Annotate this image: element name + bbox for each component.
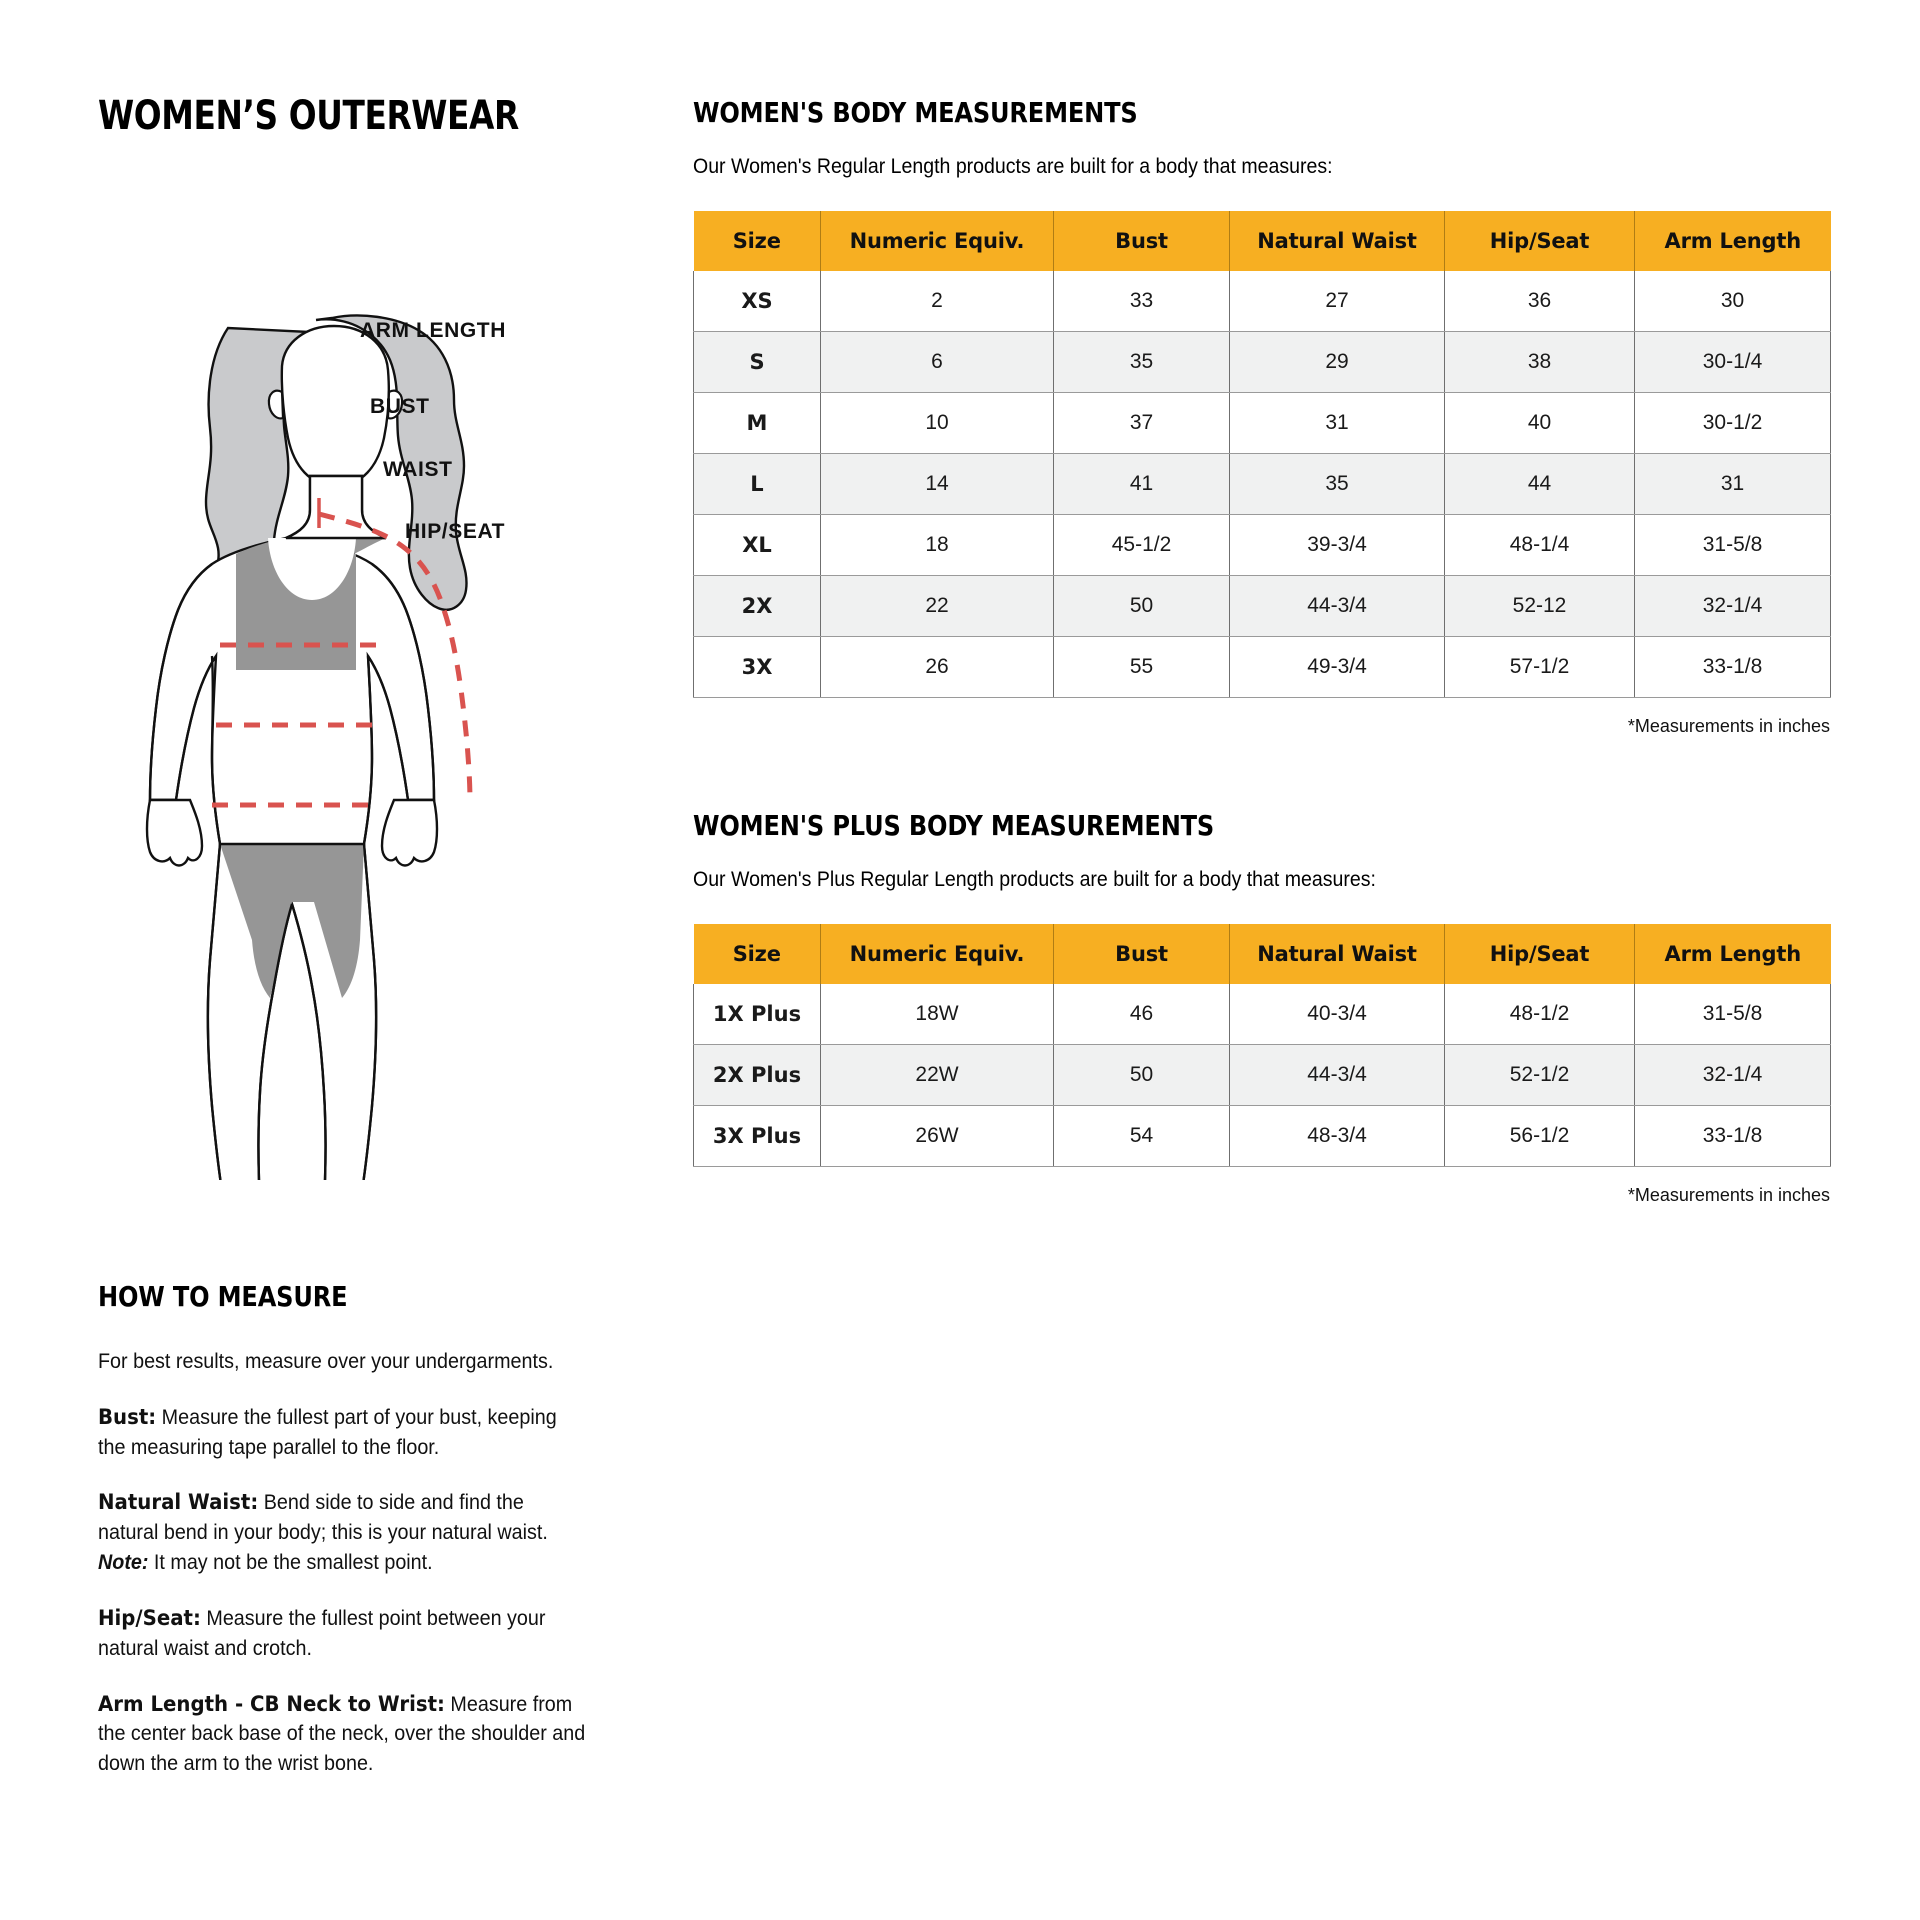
table-row (694, 271, 1831, 332)
table-row (694, 332, 1831, 393)
cell-hip: 44 (1445, 454, 1635, 515)
cell-bust: 33 (1054, 271, 1230, 332)
plus-section-heading: WOMEN'S PLUS BODY MEASUREMENTS (693, 809, 1215, 843)
cell-hip: 40 (1445, 393, 1635, 454)
howto-paragraph-natural-waist (98, 1488, 587, 1577)
cell-numeric: 22 (821, 576, 1054, 637)
regular-section-heading: WOMEN'S BODY MEASUREMENTS (693, 96, 1138, 129)
howto-label-hip-seat: Hip/Seat: (98, 1605, 201, 1630)
col-header-waist: Natural Waist (1230, 924, 1445, 984)
plus-footnote: *Measurements in inches (1627, 1185, 1830, 1206)
table-row (694, 984, 1831, 1045)
plus-measurements-block (693, 811, 1833, 1206)
figure-label-waist: WAIST (383, 458, 453, 481)
cell-numeric: 18 (821, 515, 1054, 576)
howto-label-natural-waist: Natural Waist: (98, 1490, 259, 1515)
measurement-figure (60, 180, 620, 1180)
col-header-numeric: Numeric Equiv. (821, 924, 1054, 984)
col-header-hip: Hip/Seat (1445, 211, 1635, 271)
cell-numeric: 26 (821, 637, 1054, 698)
cell-size: 3X (694, 637, 821, 698)
cell-arm: 32-1/4 (1635, 1045, 1831, 1106)
cell-size: 1X Plus (694, 984, 821, 1045)
cell-waist: 48-3/4 (1230, 1106, 1445, 1167)
cell-hip: 36 (1445, 271, 1635, 332)
howto-text: Measure from the center back base of the neck, over the shoulder and down the arm to the wrist bone. (98, 1692, 586, 1776)
howto-paragraph-intro (98, 1347, 587, 1377)
plus-section-subtitle: Our Women's Plus Regular Length products are built for a body that measures: (693, 867, 1376, 891)
cell-waist: 31 (1230, 393, 1445, 454)
cell-hip: 38 (1445, 332, 1635, 393)
col-header-numeric: Numeric Equiv. (821, 211, 1054, 271)
cell-waist: 40-3/4 (1230, 984, 1445, 1045)
cell-bust: 35 (1054, 332, 1230, 393)
table-row (694, 393, 1831, 454)
cell-arm: 33-1/8 (1635, 637, 1831, 698)
cell-hip: 52-1/2 (1445, 1045, 1635, 1106)
cell-numeric: 26W (821, 1106, 1054, 1167)
plus-size-table (693, 924, 1831, 1167)
cell-size: XS (694, 271, 821, 332)
cell-waist: 39-3/4 (1230, 515, 1445, 576)
cell-arm: 30-1/4 (1635, 332, 1831, 393)
cell-waist: 44-3/4 (1230, 576, 1445, 637)
cell-size: S (694, 332, 821, 393)
col-header-bust: Bust (1054, 924, 1230, 984)
cell-waist: 44-3/4 (1230, 1045, 1445, 1106)
cell-bust: 37 (1054, 393, 1230, 454)
cell-size: L (694, 454, 821, 515)
cell-numeric: 18W (821, 984, 1054, 1045)
hand-right (382, 800, 437, 866)
neck-front (286, 476, 386, 538)
cell-hip: 52-12 (1445, 576, 1635, 637)
cell-size: M (694, 393, 821, 454)
cell-arm: 30-1/2 (1635, 393, 1831, 454)
col-header-size: Size (694, 924, 821, 984)
table-row (694, 1106, 1831, 1167)
cell-hip: 56-1/2 (1445, 1106, 1635, 1167)
figure-label-bust: BUST (370, 395, 430, 418)
col-header-hip: Hip/Seat (1445, 924, 1635, 984)
left-column (98, 95, 628, 137)
table-row (694, 454, 1831, 515)
regular-measurements-block (693, 98, 1833, 737)
howto-label-bust: Bust: (98, 1404, 157, 1429)
right-column (693, 98, 1833, 1206)
cell-waist: 27 (1230, 271, 1445, 332)
table-row (694, 576, 1831, 637)
cell-size: 3X Plus (694, 1106, 821, 1167)
cell-bust: 50 (1054, 576, 1230, 637)
howto-note-label: Note: (98, 1551, 149, 1575)
cell-arm: 31-5/8 (1635, 984, 1831, 1045)
cell-arm: 33-1/8 (1635, 1106, 1831, 1167)
cell-numeric: 22W (821, 1045, 1054, 1106)
cell-bust: 46 (1054, 984, 1230, 1045)
table-row (694, 637, 1831, 698)
cell-bust: 41 (1054, 454, 1230, 515)
howto-text: Bend side to side and find the natural bend in your body; this is your natural waist. (98, 1491, 548, 1545)
cell-numeric: 14 (821, 454, 1054, 515)
regular-size-table (693, 211, 1831, 698)
hand-left (147, 800, 202, 866)
figure-label-hip-seat: HIP/SEAT (405, 520, 506, 543)
cell-waist: 29 (1230, 332, 1445, 393)
col-header-waist: Natural Waist (1230, 211, 1445, 271)
cell-arm: 30 (1635, 271, 1831, 332)
female-body-diagram (60, 180, 620, 1180)
cell-size: 2X Plus (694, 1045, 821, 1106)
howto-paragraph-bust (98, 1403, 587, 1463)
how-to-measure-section (98, 1280, 618, 1805)
cell-waist: 35 (1230, 454, 1445, 515)
cell-arm: 31-5/8 (1635, 515, 1831, 576)
cell-bust: 54 (1054, 1106, 1230, 1167)
cell-bust: 55 (1054, 637, 1230, 698)
cell-hip: 48-1/2 (1445, 984, 1635, 1045)
regular-footnote: *Measurements in inches (1627, 716, 1830, 737)
howto-text: Measure the fullest point between your natural waist and crotch. (98, 1606, 546, 1660)
howto-label-arm-length: Arm Length - CB Neck to Wrist: (98, 1691, 445, 1716)
table-row (694, 1045, 1831, 1106)
cell-numeric: 2 (821, 271, 1054, 332)
table-header-row (694, 924, 1831, 984)
page-title: WOMEN’S OUTERWEAR (98, 93, 519, 139)
cell-bust: 50 (1054, 1045, 1230, 1106)
howto-note-text: It may not be the smallest point. (148, 1551, 433, 1575)
cell-arm: 32-1/4 (1635, 576, 1831, 637)
cell-numeric: 10 (821, 393, 1054, 454)
col-header-arm: Arm Length (1635, 924, 1831, 984)
cell-bust: 45-1/2 (1054, 515, 1230, 576)
cell-numeric: 6 (821, 332, 1054, 393)
howto-paragraph-arm-length (98, 1690, 587, 1779)
cell-waist: 49-3/4 (1230, 637, 1445, 698)
col-header-bust: Bust (1054, 211, 1230, 271)
how-to-measure-heading: HOW TO MEASURE (98, 1280, 348, 1313)
figure-label-arm-length: ARM LENGTH (360, 319, 506, 342)
cell-hip: 48-1/4 (1445, 515, 1635, 576)
col-header-size: Size (694, 211, 821, 271)
cell-size: XL (694, 515, 821, 576)
cell-hip: 57-1/2 (1445, 637, 1635, 698)
col-header-arm: Arm Length (1635, 211, 1831, 271)
howto-text: Measure the fullest part of your bust, keeping the measuring tape parallel to the floor. (98, 1405, 557, 1459)
cell-size: 2X (694, 576, 821, 637)
regular-section-subtitle: Our Women's Regular Length products are built for a body that measures: (693, 154, 1333, 178)
table-row (694, 515, 1831, 576)
howto-paragraph-hip-seat (98, 1604, 587, 1664)
table-header-row (694, 211, 1831, 271)
howto-text: For best results, measure over your undergarments. (98, 1350, 554, 1373)
cell-arm: 31 (1635, 454, 1831, 515)
